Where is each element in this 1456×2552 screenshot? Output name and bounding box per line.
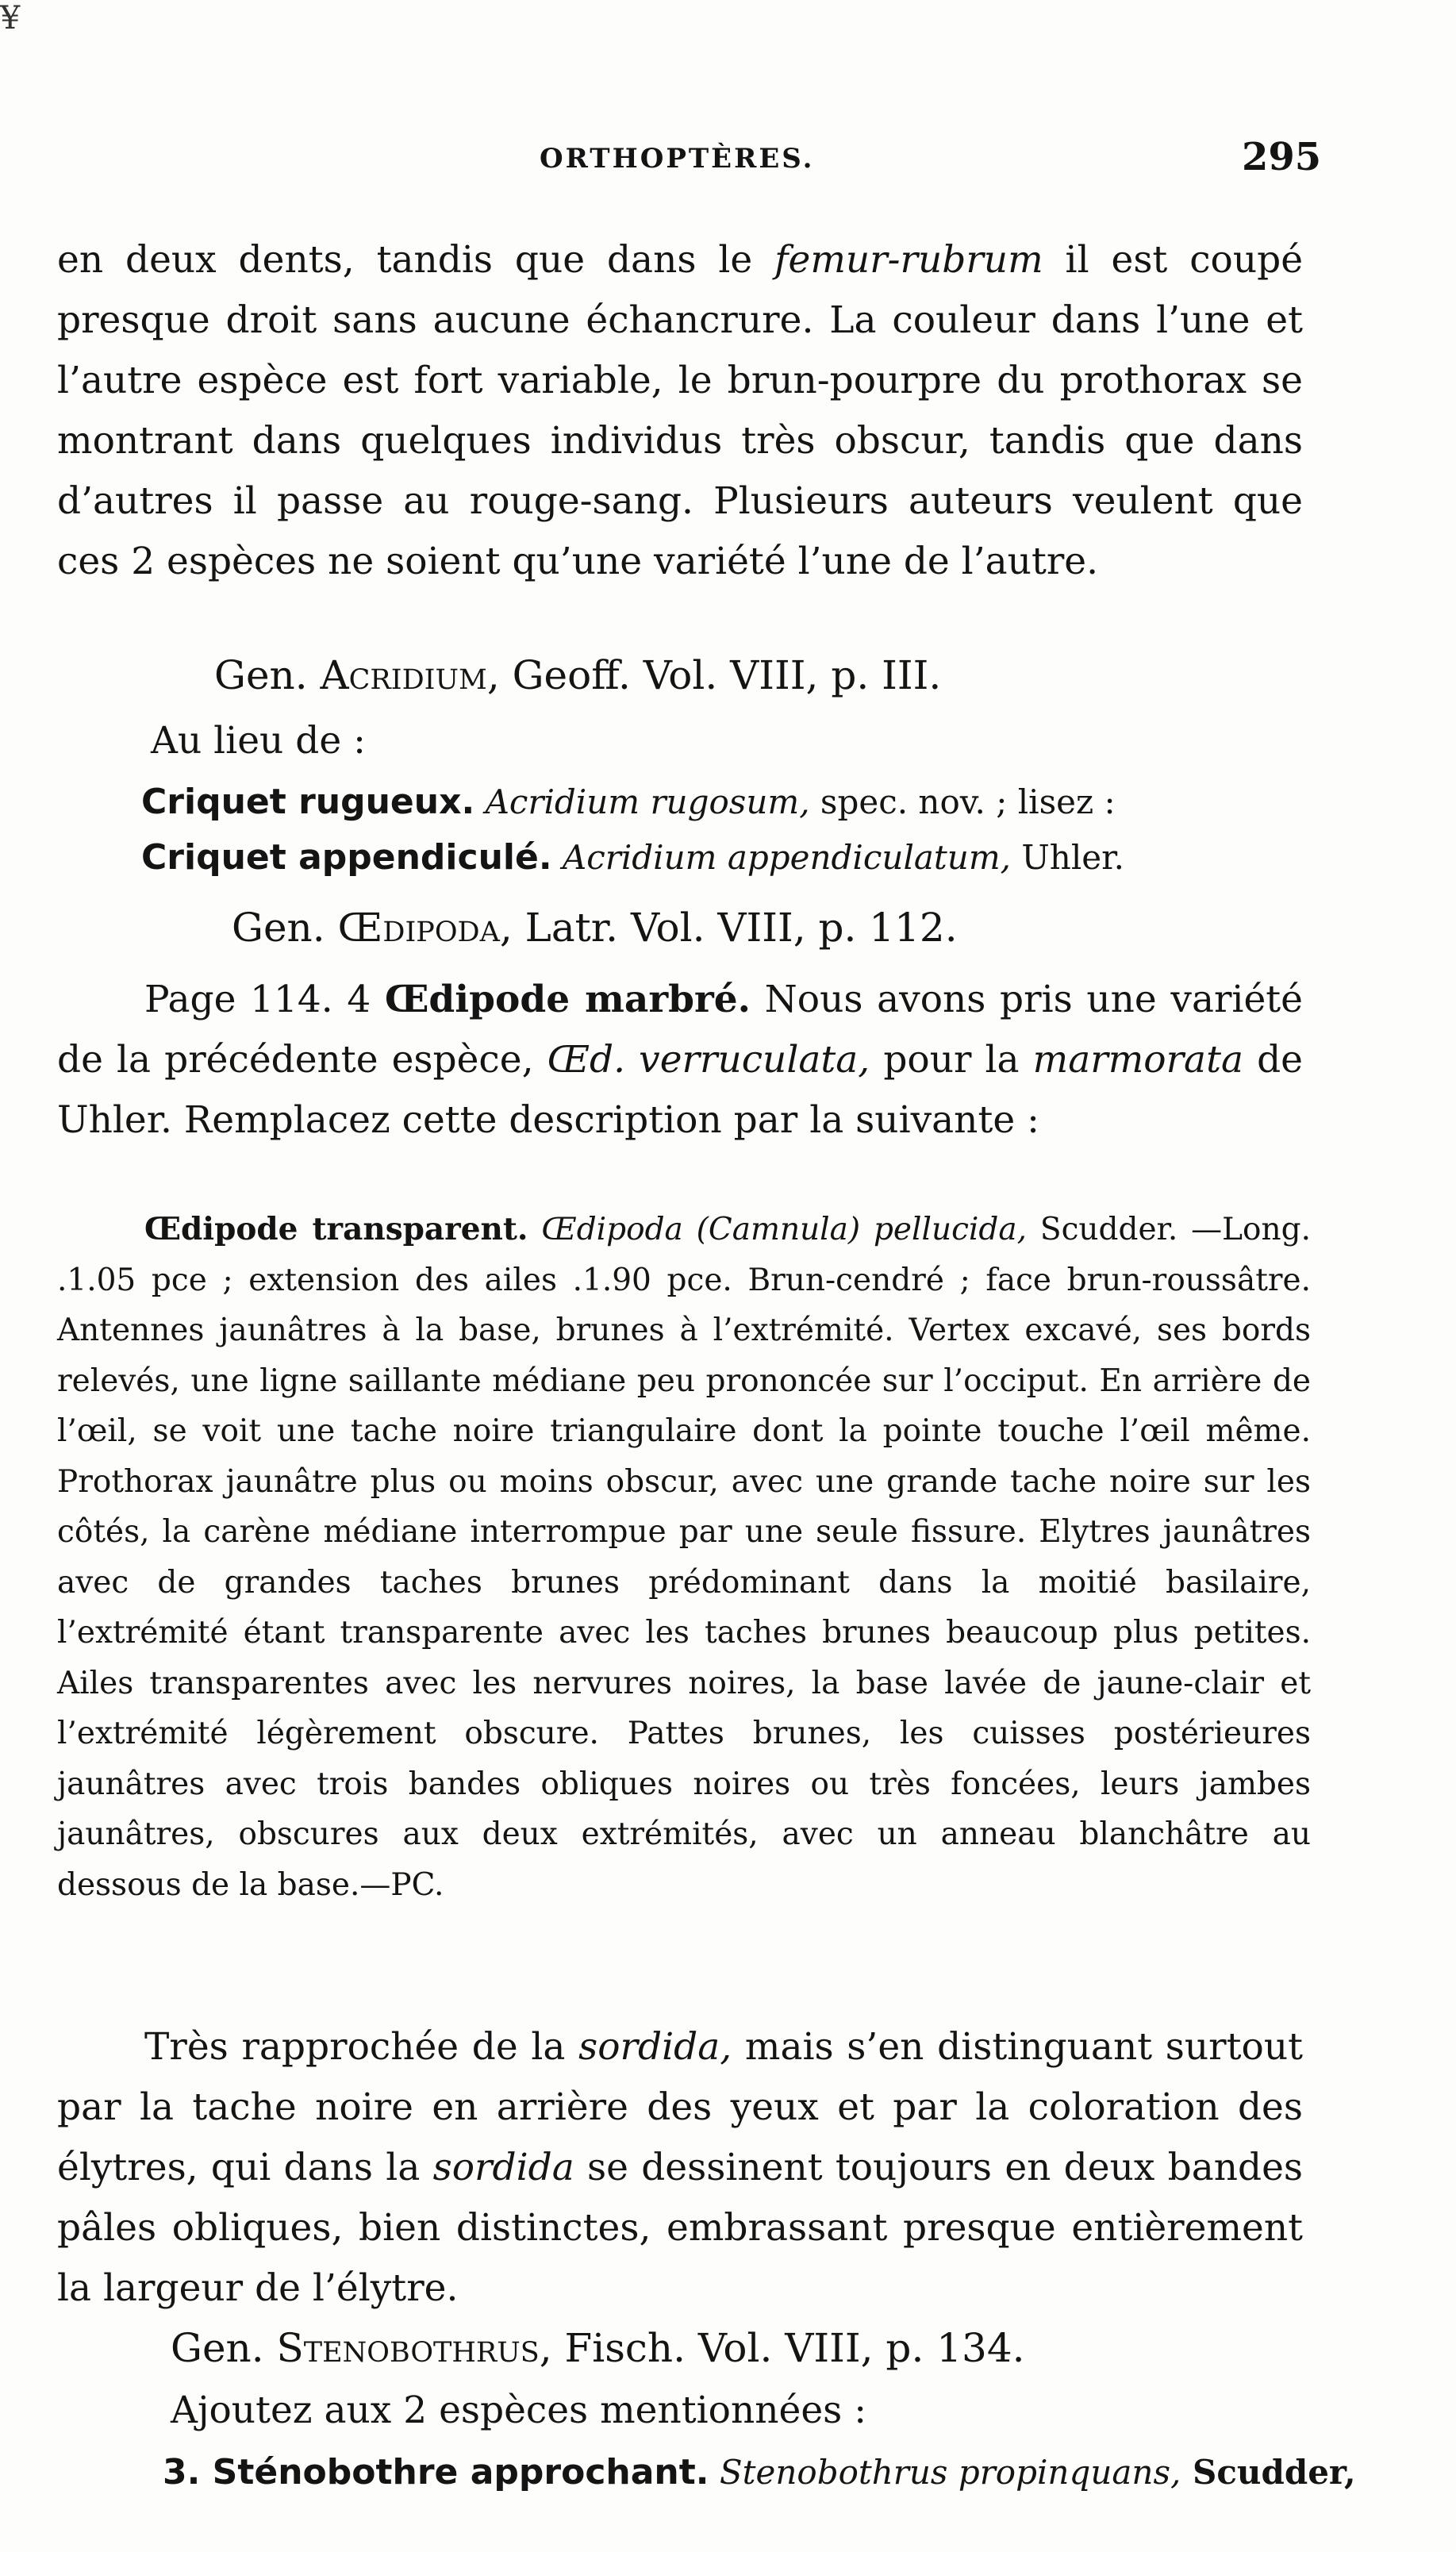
- text-run: de Uhler. Remplacez cette description par la suivante :: [57, 1038, 1303, 1142]
- genus-prefix: Gen.: [171, 2325, 277, 2371]
- paragraph-comparison: [57, 2017, 1303, 2319]
- genus-reference: , Geoff. Vol. VIII, p. III.: [486, 652, 942, 698]
- common-name: 3. Sténobothre approchant.: [163, 2452, 709, 2492]
- common-name: Œdipode marbré.: [384, 978, 751, 1021]
- text-run: pour la: [870, 1038, 1033, 1082]
- genus-prefix: Gen.: [232, 905, 338, 951]
- genus-reference: , Latr. Vol. VIII, p. 112.: [499, 905, 958, 951]
- corner-mark: ¥: [0, 0, 21, 37]
- running-title: ORTHOPTÈRES.: [540, 143, 815, 175]
- instruction-line: Au lieu de :: [151, 719, 366, 763]
- text-run: il est coupé presque droit sans aucune échancrure. La couleur dans l’une et l’autre espèce est fort variable, le brun-pourpre du prothorax se montrant dans quelques individus très obscur, tandis que dans d’autres il passe au rouge-sang. Plusieurs auteurs veulent que ces 2 espèces ne soient qu’une variété l’une de l’autre.: [57, 238, 1304, 583]
- instruction-line: Ajoutez aux 2 espèces mentionnées :: [171, 2389, 867, 2432]
- text-run: se dessinent toujours en deux bandes pâles obliques, bien distinctes, embrassant presque entièrement la largeur de l’élytre.: [57, 2146, 1304, 2310]
- species-name: Œd. verruculata,: [547, 1038, 870, 1082]
- common-name: Criquet rugueux.: [141, 782, 475, 822]
- genus-name: Stenobothrus: [276, 2325, 540, 2371]
- genus-reference: , Fisch. Vol. VIII, p. 134.: [539, 2325, 1025, 2371]
- species-name: Acridium appendiculatum,: [562, 838, 1012, 877]
- species-name: sordida: [432, 2146, 574, 2189]
- text-run: spec. nov. ; lisez :: [809, 782, 1116, 821]
- species-name: marmorata: [1032, 1038, 1243, 1082]
- genus-heading-oedipoda: [232, 905, 958, 951]
- correction-line-2: [141, 837, 1124, 878]
- genus-heading-acridium: [214, 652, 941, 698]
- author-name: Scudder,: [1181, 2453, 1356, 2492]
- genus-name: Œdipoda: [337, 905, 500, 951]
- species-description: [57, 1205, 1311, 1910]
- species-name: Acridium rugosum,: [485, 782, 810, 821]
- text-run: mais s’en distinguant surtout par la tache noire en arrière des yeux et par la coloration des élytres, qui dans la: [57, 2025, 1303, 2189]
- genus-heading-stenobothrus: [171, 2325, 1025, 2371]
- correction-line-1: [141, 782, 1116, 822]
- species-name: sordida,: [578, 2025, 732, 2069]
- text-run: Scudder. —Long. .1.05 pce ; extension des ailes .1.90 pce. Brun-cendré ; face brun-roussâtre. Antennes jaunâtres à la base, brunes à l’extrémité. Vertex excavé, ses bords relevés, une ligne saillante médiane peu prononcée sur l’occiput. En arrière de l’œil, se voit une tache noire triangulaire dont la pointe touche l’œil même. Prothorax jaunâtre plus ou moins obscur, avec une grande tache noire sur les côtés, la carène médiane interrompue par une seule fissure. Elytres jaunâtres avec de grandes taches brunes prédominant dans la moitié basilaire, l’extrémité étant transparente avec les taches brunes beaucoup plus petites. Ailes transparentes avec les nervures noires, la base lavée de jaune-clair et l’extrémité légèrement obscure. Pattes brunes, les cuisses postérieures jaunâtres avec trois bandes obliques noires ou très foncées, leurs jambes jaunâtres, obscures aux deux extrémités, avec un anneau blanchâtre au dessous de la base.—PC.: [57, 1212, 1312, 1903]
- species-name: Stenobothrus propinquans,: [719, 2453, 1181, 2492]
- text-run: Page 114. 4: [144, 978, 385, 1021]
- common-name: Œdipode transparent.: [144, 1211, 528, 1247]
- genus-prefix: Gen.: [214, 652, 321, 698]
- species-entry-3: [163, 2452, 1356, 2492]
- species-name: Œdipoda (Camnula) pellucida,: [541, 1212, 1028, 1247]
- species-name: femur-rubrum: [774, 238, 1043, 282]
- genus-name: Acridium: [320, 652, 487, 698]
- page-number: 295: [1242, 135, 1322, 179]
- text-run: Nous avons pris une variété de la précédente espèce,: [57, 978, 1303, 1082]
- text-run: Uhler.: [1011, 838, 1124, 877]
- paragraph-page-114: [57, 970, 1303, 1151]
- common-name: Criquet appendiculé.: [141, 837, 552, 878]
- text-run: Très rapprochée de la: [144, 2025, 579, 2069]
- text-run: en deux dents, tandis que dans le: [57, 238, 775, 282]
- paragraph-intro: [57, 230, 1303, 592]
